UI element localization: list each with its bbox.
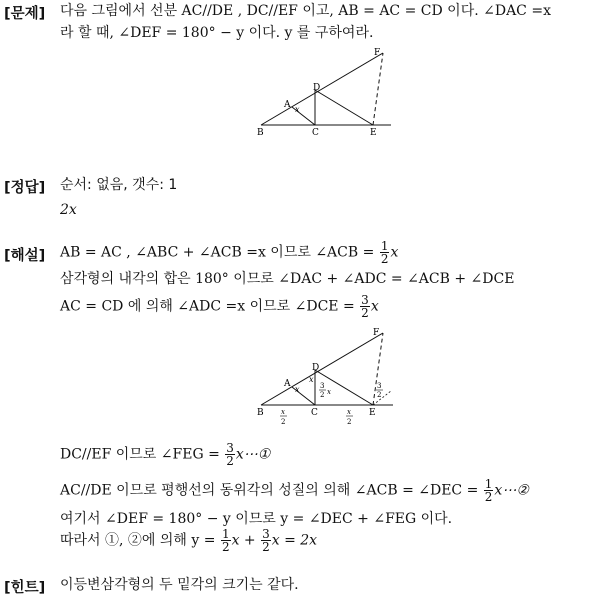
solution-line-3-text: AC = CD 에 의해 ∠ADC =x 이므로 ∠DCE = (60, 298, 355, 315)
half-x-num-e: x (347, 408, 351, 416)
angle-x-label: x (295, 105, 300, 114)
three-half-num-c: 3 (320, 382, 325, 390)
label-e: E (370, 128, 377, 137)
label-f: F (373, 328, 380, 338)
label-a: A (284, 100, 291, 110)
angle-x-label-a: x (295, 385, 300, 394)
answer-line-2: 2x (60, 202, 77, 218)
answer-line-1: 순서: 없음, 갯수: 1 (60, 177, 178, 193)
label-d: D (312, 363, 320, 373)
solution-line-1: AB = AC , ∠ABC + ∠ACB =x 이므로 ∠ACB = $\frac{1}{2}$ x (60, 239, 399, 266)
label-e: E (369, 408, 376, 418)
line-b-f (261, 53, 383, 125)
problem-line-1: 다음 그림에서 선분 AC//DE , DC//EF 이고, AB = AC = CD 이다. ∠DAC =x (60, 3, 551, 19)
solution-line-2: 삼각형의 내각의 합은 180° 이므로 ∠DAC + ∠ADC = ∠ACB + ∠DCE (60, 271, 515, 287)
solution-line-1-text: AB = AC , ∠ABC + ∠ACB =x 이므로 ∠ACB = (60, 244, 375, 261)
fraction: $\frac{3}{2}$ (262, 527, 270, 554)
three-half-x-c: x (327, 388, 331, 396)
hint-label: [힌트] (4, 580, 46, 596)
solution-figure (255, 325, 400, 430)
fraction: $\frac{1}{2}$ (380, 239, 389, 266)
extension-line (373, 391, 391, 405)
problem-label: [문제] (4, 6, 46, 22)
problem-line-2: 라 할 때, ∠DEF = 180° − y 이다. y 를 구하여라. (60, 25, 374, 41)
label-c: C (312, 128, 319, 137)
answer-label: [정답] (4, 180, 46, 196)
half-x-den-e: 2 (347, 418, 352, 426)
label-b: B (257, 128, 264, 137)
segment-e-f (373, 53, 383, 125)
angle-x-label-d: x (309, 375, 314, 384)
label-a: A (284, 379, 291, 389)
problem-figure (255, 45, 395, 137)
solution-line-6: 여기서 ∠DEF = 180° − y 이므로 y = ∠DEC + ∠FEG 이다. (60, 511, 453, 527)
label-b: B (257, 408, 264, 418)
label-c: C (311, 408, 318, 418)
hint-text: 이등변삼각형의 두 밑각의 크기는 같다. (60, 577, 299, 593)
fraction: $\frac{1}{2}$ (221, 527, 230, 554)
label-d: D (313, 83, 321, 93)
solution-line-4: DC//EF 이므로 ∠FEG = $\frac{3}{2}$ x⋯① (60, 441, 271, 468)
fraction: $\frac{3}{2}$ (361, 293, 369, 320)
solution-line-5: AC//DE 이므로 평행선의 동위각의 성질의 의해 ∠ACB = ∠DEC = $\frac{1}{2}$ x⋯② (60, 477, 529, 504)
solution-line-7-text: 따라서 ①, ②에 의해 y = (60, 532, 216, 549)
segment-d-e (315, 90, 373, 125)
three-half-num-e: 3 (377, 382, 382, 390)
fraction: $\frac{1}{2}$ (484, 477, 493, 504)
solution-line-3: AC = CD 에 의해 ∠ADC =x 이므로 ∠DCE = $\frac{3}{2}$ x (60, 293, 379, 320)
solution-line-7: 따라서 ①, ②에 의해 y = $\frac{1}{2}$ x + $\frac{3}{2}$ x = 2x (60, 527, 318, 554)
three-half-den-c: 2 (320, 391, 325, 399)
half-x-den-b: 2 (281, 418, 286, 426)
label-f: F (374, 48, 381, 58)
solution-label: [해설] (4, 248, 46, 264)
fraction: $\frac{3}{2}$ (226, 441, 234, 468)
solution-line-5-text: AC//DE 이므로 평행선의 동위각의 성질의 의해 ∠ACB = ∠DEC = (60, 482, 479, 499)
solution-line-4-text: DC//EF 이므로 ∠FEG = (60, 446, 220, 463)
half-x-num-b: x (281, 408, 285, 416)
three-half-den-e: 2 (377, 391, 382, 399)
